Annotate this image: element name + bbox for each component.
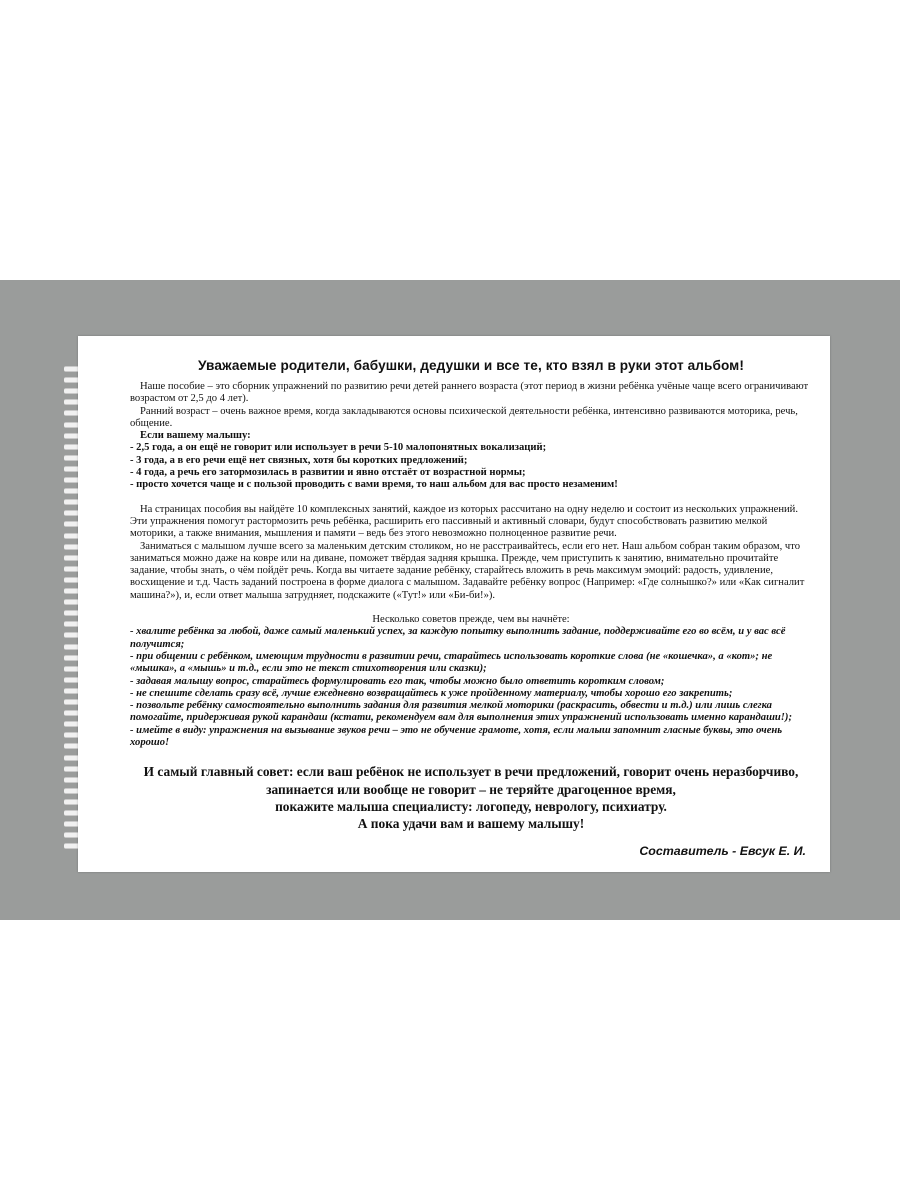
album-page (78, 336, 830, 872)
body-paragraph-2: Заниматься с малышом лучше всего за маленьким детским столиком, но не расстраивайтесь, если его нет. Наш альбом собран таким образом, что заниматься можно даже на ковре или на диване, поможет твёрдая задняя крышка. Прежде, чем приступить к занятию, внимательно прочитайте задание, чтобы знать, о чём пойдёт речь. Когда вы читаете задание ребёнку, старайтесь вложить в речь максимум эмоций: радость, удивление, восхищение и т.д. Часть заданий построена в форме диалога с малышом. Задавайте ребёнку вопрос (Например: «Где солнышко?» или «Как сигналит машина?»), и, если ответ малыша затрудняет, подскажите («Тут!» или «Би-би!»). (130, 540, 805, 601)
tips-heading: Несколько советов прежде, чем вы начнёте: (372, 614, 570, 626)
tip-item: - имейте в виду: упражнения на вызывание звуков речи – это не обучение грамоте, хотя, если малыш запомнит гласные буквы, это очень хорошо! (130, 724, 783, 749)
if-item: - 2,5 года, а он ещё не говорит или использует в речи 5-10 малопонятных вокализаций; (130, 442, 547, 454)
if-item: - 4 года, а речь его затормозилась в развитии и явно отстаёт от возрастной нормы; (130, 467, 526, 479)
intro-paragraph-1: Наше пособие – это сборник упражнений по развитию речи детей раннего возраста (этот период в жизни ребёнка учёные чаще всего ограничивают возрастом от 2,5 до 4 лет). (130, 381, 809, 405)
tip-item: - хвалите ребёнка за любой, даже самый маленький успех, за каждую попытку выполнить задание, поддерживайте его во всём, и у вас всё получится; (130, 626, 786, 650)
final-advice (130, 763, 812, 832)
if-item: - просто хочется чаще и с пользой проводить с вами время, то наш альбом для вас просто незаменим! (130, 479, 618, 491)
page-title: Уважаемые родители, бабушки, дедушки и все те, кто взял в руки этот альбом! (198, 358, 744, 373)
body-paragraph-1: На страницах пособия вы найдёте 10 комплексных занятий, каждое из которых рассчитано на одну неделю и состоит из нескольких упражнений. Эти упражнения помогут растормозить речь ребёнка, расширить его пассивный и активный словари, будут способствовать развитию мелкой моторики, а также внимания, мышления и памяти – ведь без этого невозможно полноценное развитие речи. (130, 503, 798, 540)
if-item: - 3 года, а в его речи ещё нет связных, хотя бы коротких предложений; (130, 454, 468, 466)
page-content (130, 358, 812, 858)
intro-paragraph-2: Ранний возраст – очень важное время, когда закладываются основы психической деятельности ребёнка, интенсивно развиваются моторика, речь, общение. (130, 405, 798, 429)
author-signature: Составитель - Евсук Е. И. (639, 844, 806, 859)
final-advice-line: А пока удачи вам и вашему малышу! (357, 815, 585, 831)
tip-item: - при общении с ребёнком, имеющим трудности в развитии речи, старайтесь использовать короткие слова (не «кошечка», а «кот»; не «мышка», а «мышь» и т.д., если это не текст стихотворения или сказки); (130, 650, 773, 675)
spacer (130, 602, 812, 614)
if-heading: Если вашему малышу: (140, 430, 251, 442)
tip-item: - не спешите сделать сразу всё, лучше ежедневно возвращайтесь к уже пройденному материалу, чтобы хорошо его закрепить; (130, 687, 733, 699)
tip-item: - задавая малышу вопрос, старайтесь формулировать его так, чтобы можно было ответить коротким словом; (130, 675, 665, 687)
final-advice-line: покажите малыша специалисту: логопеду, неврологу, психиатру. (275, 798, 667, 814)
final-advice-line: И самый главный совет: если ваш ребёнок не использует в речи предложений, говорит очень неразборчиво, запинается или вообще не говорит – не теряйте драгоценное время, (143, 764, 799, 797)
tip-item: - позвольте ребёнку самостоятельно выполнить задания для развития мелкой моторики (раскрасить, обвести и т.д.) или лишь слегка помогайте, придерживая рукой карандаш (кстати, рекомендуем вам для выполнения этих упражнений использовать именно карандаши!); (130, 700, 792, 724)
spacer (130, 492, 812, 504)
